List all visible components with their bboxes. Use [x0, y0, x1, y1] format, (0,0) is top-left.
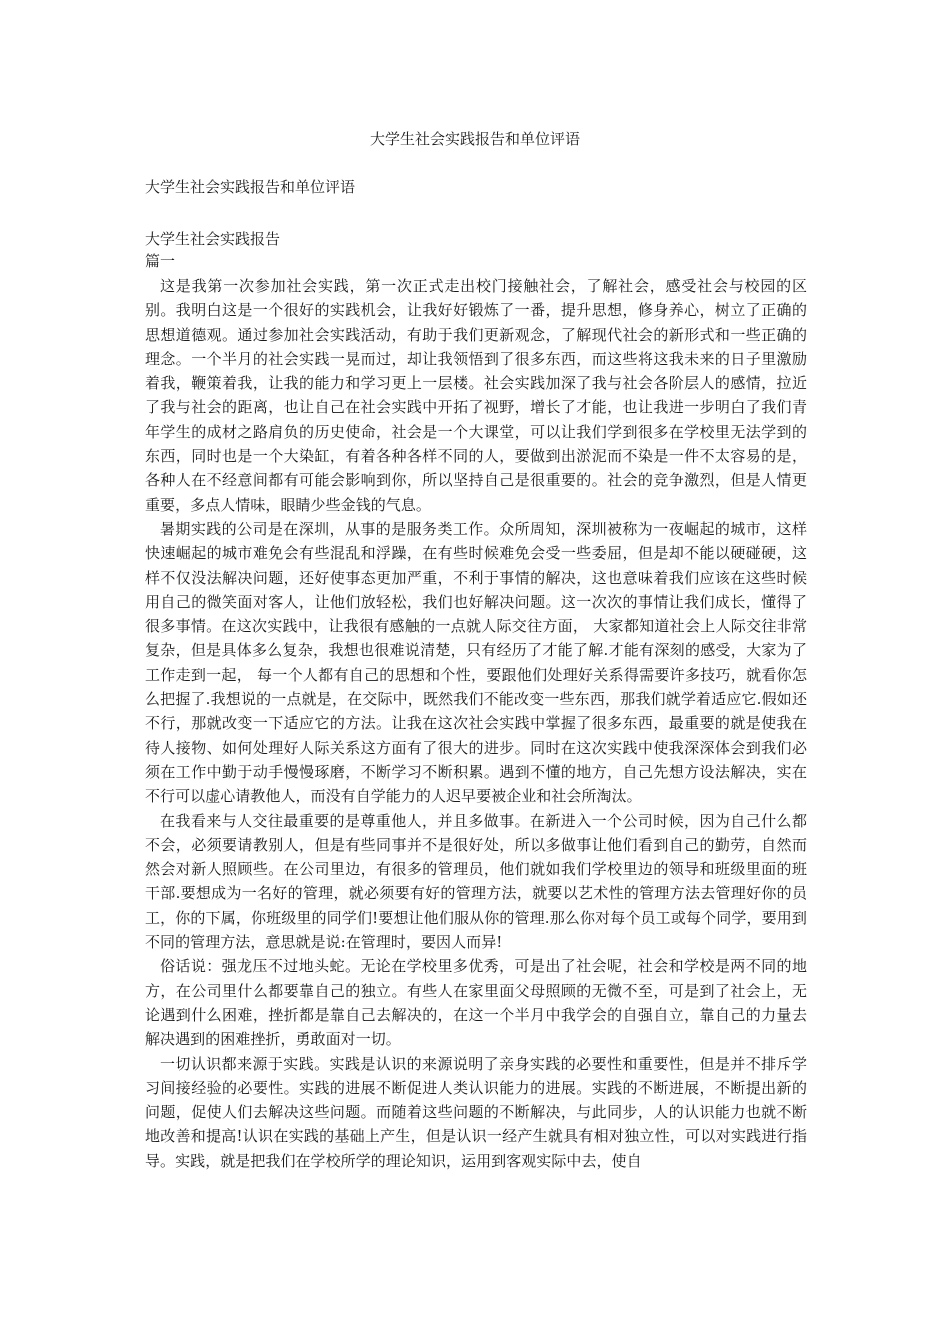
- report-body: [145, 274, 807, 1173]
- section-heading: 大学生社会实践报告: [145, 230, 281, 248]
- paragraph-1: 这是我第一次参加社会实践，第一次正式走出校门接触社会，了解社会，感受社会与校园的区别。我明白这是一个很好的实践机会，让我好好锻炼了一番，提升思想，修身养心，树立了正确的思想道德观。通过参加社会实践活动，有助于我们更新观念，了解现代社会的新形式和一些正确的理念。一个半月的社会实践一晃而过，却让我领悟到了很多东西，而这些将这我未来的日子里激励着我，鞭策着我，让我的能力和学习更上一层楼。社会实践加深了我与社会各阶层人的感情，拉近了我与社会的距离，也让自己在社会实践中开拓了视野，增长了才能，也让我进一步明白了我们青年学生的成材之路肩负的历史使命，社会是一个大课堂，可以让我们学到很多在学校里无法学到的东西，同时也是一个大染缸，有着各种各样不同的人，要做到出淤泥而不染是一件不太容易的是，各种人在不经意间都有可能会影响到你，所以坚持自己是很重要的。社会的竞争激烈，但是人情更重要，多点人情味，眼睛少些金钱的气息。: [145, 277, 807, 514]
- paragraph-5: 一切认识都来源于实践。实践是认识的来源说明了亲身实践的必要性和重要性，但是并不排斥学习间接经验的必要性。实践的进展不断促进人类认识能力的进展。实践的不断进展，不断提出新的问题，促使人们去解决这些问题。而随着这些问题的不断解决，与此同步，人的认识能力也就不断地改善和提高!认识在实践的基础上产生，但是认识一经产生就具有相对独立性，可以对实践进行指导。实践，就是把我们在学校所学的理论知识，运用到客观实际中去，使自: [145, 1054, 807, 1170]
- document-title: 大学生社会实践报告和单位评语: [369, 130, 580, 148]
- paragraph-2: 暑期实践的公司是在深圳，从事的是服务类工作。众所周知，深圳被称为一夜崛起的城市，这样快速崛起的城市难免会有些混乱和浮躁，在有些时候难免会受一些委屈，但是却不能以硬碰硬，这样不仅没法解决问题，还好使事态更加严重，不利于事情的解决，这也意味着我们应该在这些时候用自己的微笑面对客人，让他们放轻松，我们也好解决问题。这一次次的事情让我们成长，懂得了很多事情。在这次实践中，让我很有感触的一点就人际交往方面， 大家都知道社会上人际交往非常复杂，但是具体多么复杂，我想也很难说清楚，只有经历了才能了解.才能有深刻的感受，大家为了工作走到一起， 每一个人都有自己的思想和个性，要跟他们处理好关系得需要许多技巧，就看你怎么把握了.我想说的一点就是，在交际中，既然我们不能改变一些东西，那我们就学着适应它.假如还不行，那就改变一下适应它的方法。让我在这次社会实践中掌握了很多东西，最重要的就是使我在待人接物、如何处理好人际关系这方面有了很大的进步。同时在这次实践中使我深深体会到我们必须在工作中勤于动手慢慢琢磨，不断学习不断积累。遇到不懂的地方，自己先想方设法解决，实在不行可以虚心请教他人，而没有自学能力的人迟早要被企业和社会所淘汰。: [145, 519, 807, 806]
- paragraph-4: 俗话说：强龙压不过地头蛇。无论在学校里多优秀，可是出了社会呢，社会和学校是两不同的地方，在公司里什么都要靠自己的独立。有些人在家里面父母照顾的无微不至，可是到了社会上，无论遇到什么困难，挫折都是靠自己去解决的，在这一个半月中我学会的自强自立，靠自己的力量去解决遇到的困难挫折，勇敢面对一切。: [145, 957, 807, 1049]
- paragraph-3: 在我看来与人交往最重要的是尊重他人，并且多做事。在新进入一个公司时候，因为自己什么都不会，必须要请教别人，但是有些同事并不是很好处，所以多做事让他们看到自己的勤劳，自然而然会对新人照顾些。在公司里边，有很多的管理员，他们就如我们学校里边的领导和班级里面的班干部.要想成为一名好的管理，就必须要有好的管理方法，就要以艺术性的管理方法去管理好你的员工，你的下属，你班级里的同学们!要想让他们服从你的管理.那么你对每个员工或每个同学，要用到不同的管理方法，意思就是说:在管理时，要因人而异!: [145, 811, 807, 952]
- document-subtitle: 大学生社会实践报告和单位评语: [145, 178, 356, 196]
- part-label: 篇一: [145, 252, 176, 270]
